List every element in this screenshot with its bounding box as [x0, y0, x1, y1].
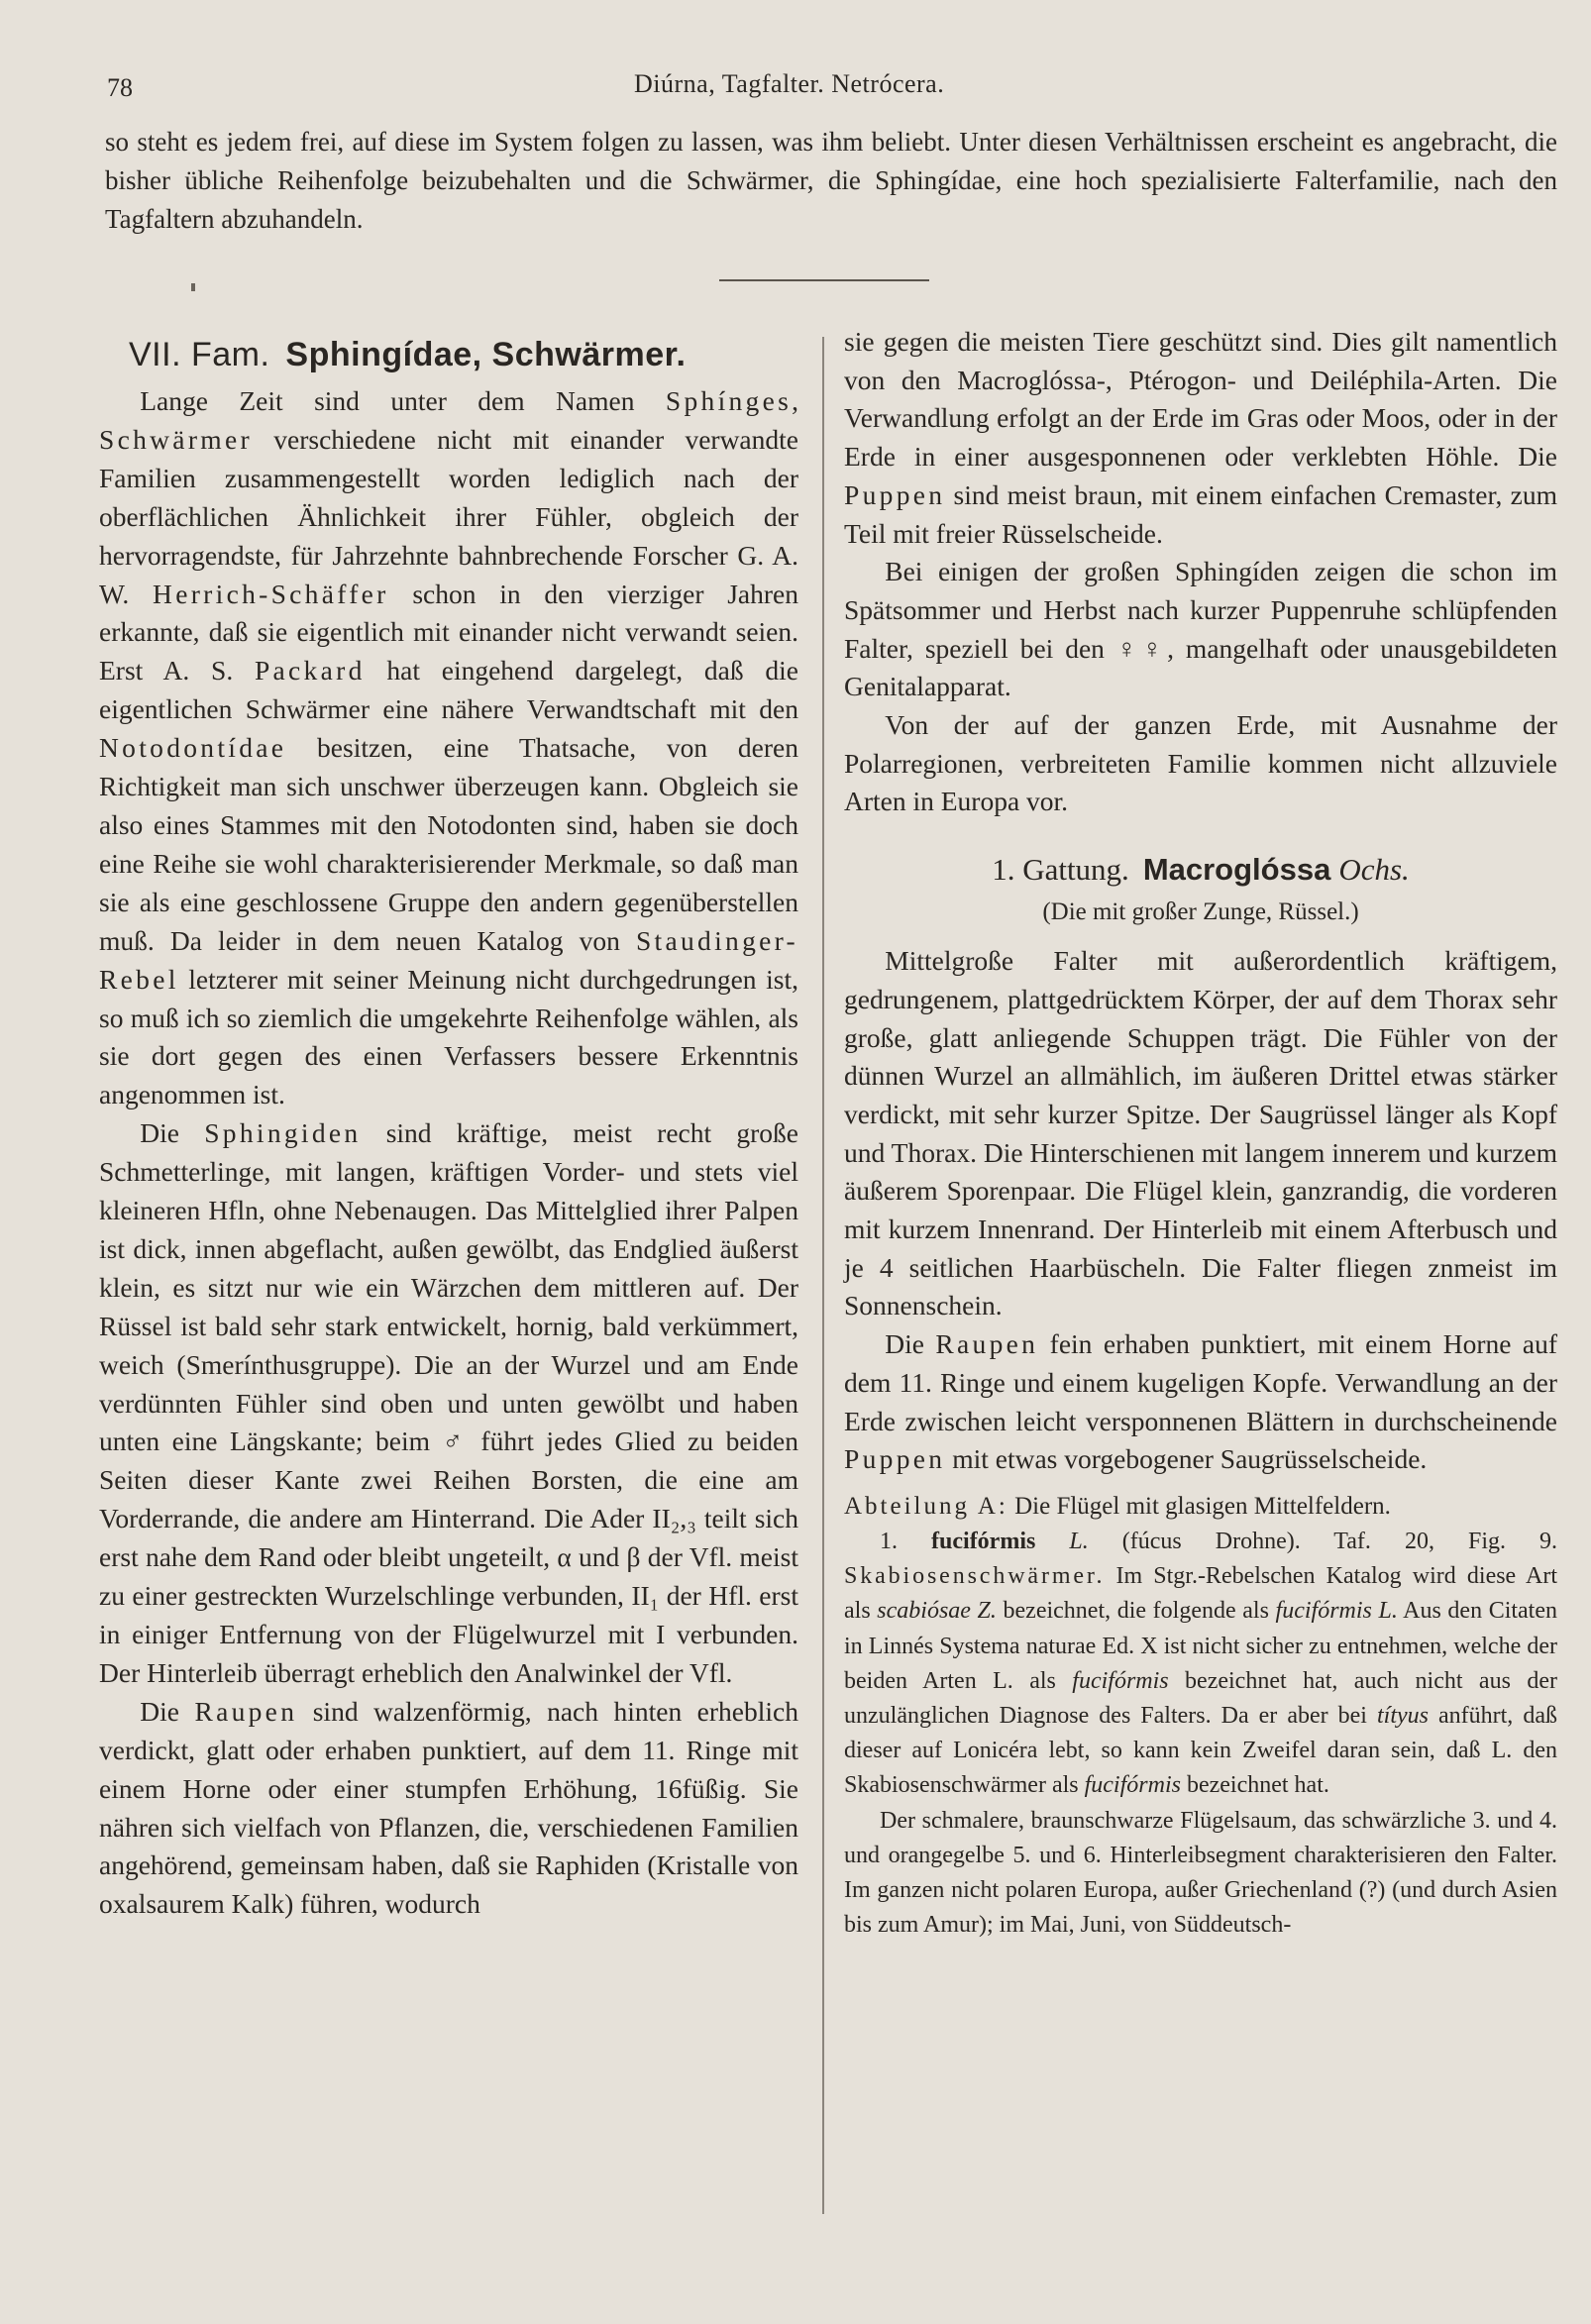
- genus-description-paragraph: Mittelgroße Falter mit außerordentlich kräftigem, gedrungenem, plattgedrücktem Körper, der auf dem Thorax sehr große, glatt anliegende Schuppen trägt. Die Fühler von der dünnen Wurzel an allmählich, im äußeren Drittel etwas stärker verdickt, mit sehr kurzer Spitze. Der Saugrüssel länger als Kopf und Thorax. Die Hinterschienen mit langem innerem und kurzem äußerem Sporenpaar. Die Flügel klein, ganzrandig, die vorderen mit kurzem Innenrand. Der Hinterleib mit einem Afterbusch und je 4 seitlichen Haarbüscheln. Die Falter fliegen znmeist im Sonnenschein.: [844, 945, 1557, 1321]
- running-title: Diúrna, Tagfalter. Netrócera.: [634, 69, 945, 98]
- term-puppen: Puppen: [844, 478, 946, 510]
- species-number: 1.: [880, 1528, 932, 1554]
- taxon-fuciformis: fucifórmis L.: [1275, 1598, 1398, 1625]
- print-mark: [191, 283, 195, 291]
- section-rule: [719, 279, 929, 281]
- raupen-paragraph: [99, 1693, 798, 1924]
- text-run: sie gegen die meisten Tiere geschützt sind. Dies gilt namentlich von den Macroglóssa-, Ptérogon- und Deiléphila-Arten. Die Verwandlung erfolgt an der Erde im Gras oder Moos, oder in der Erde in einer ausgesponnenen oder verklebten Höhle. Die: [844, 326, 1557, 473]
- text-run: sind walzenförmig, nach hinten erheblich verdickt, glatt oder erhaben punktiert, auf dem 11. Ringe mit einem Horne oder einer stumpfen Erhöhung, 16füßig. Sie nähren sich vielfach von Pflanzen, die, verschiedenen Familien angehörend, gemeinsam haben, daß sie Raphiden (Kristalle von oxalsaurem Kalk) führen, wodurch: [99, 1695, 798, 1920]
- genus-name: Macroglóssa: [1142, 852, 1331, 888]
- text-run: schon in den vierziger Jahren erkannte, daß sie eigentlich mit einander nicht verwandt seien. Erst A. S.: [99, 578, 798, 687]
- text-run: fein erhaben punktiert, mit einem Horne auf dem 11. Ringe und einem kugeligen Kopfe. Verwandlung an der Erde zwischen leicht versponnenen Blättern in durchscheinende: [844, 1328, 1557, 1436]
- family-name: Sphingídae, Schwärmer.: [285, 336, 687, 373]
- text-run: bezeichnet hat.: [1180, 1772, 1329, 1799]
- taxon-fuciformis: fucifórmis: [1072, 1667, 1169, 1694]
- term-notodontidae: Notodontídae: [99, 732, 287, 764]
- abteilung-heading: [844, 1489, 1557, 1525]
- genus-raupen-paragraph: [844, 1325, 1557, 1479]
- genus-number: 1. Gattung.: [992, 852, 1129, 888]
- term-raupen: Raupen: [194, 1695, 298, 1727]
- text-run: bezeichnet, die folgende als: [996, 1598, 1276, 1625]
- text-run: bezeichnet hat, auch nicht aus der unzulänglichen Diagnose des Falters. Da er aber bei: [844, 1667, 1557, 1729]
- genus-heading: [844, 849, 1557, 891]
- text-run: sind meist braun, mit einem einfachen Cremaster, zum Teil mit freier Rüsselscheide.: [844, 478, 1557, 549]
- species-author: L.: [1035, 1528, 1089, 1554]
- name-herrich-schaeffer: Herrich-Schäffer: [153, 578, 389, 609]
- genus-author: Ochs.: [1338, 852, 1410, 888]
- family-heading: [129, 333, 798, 376]
- text-run: verschiedene nicht mit einander verwandte Familien zusammengestellt worden lediglich nach der oberflächlichen Ähnlichkeit ihrer Fühler, obgleich der hervorragendste, für Jahrzehnte bahnbrechende Forscher G. A. W.: [99, 423, 798, 609]
- intro-text: so steht es jedem frei, auf diese im System folgen zu lassen, was ihm beliebt. Unter diesen Verhältnissen erscheint es angebracht, die bisher übliche Reihenfolge beizubehalten und die Schwärmer, die Sphingídae, eine hoch spezialisierte Falterfamilie, nach den Tagfaltern abzuhandeln.: [105, 127, 1557, 234]
- continuation-paragraph: [844, 323, 1557, 553]
- family-number: VII. Fam.: [129, 336, 270, 373]
- right-column: [844, 323, 1557, 1943]
- name-staudinger-rebel: Staudinger-Rebel: [99, 924, 798, 995]
- text-run: Die: [140, 1117, 205, 1149]
- text-run: besitzen, eine Thatsache, von deren Richtigkeit man sich unschwer überzeugen kann. Obgleich sie also eines Stammes mit den Notodonten sind, haben sie doch eine Reihe sie wohl charakterisierender Merkmale, so daß man sie als eine geschlossene Gruppe den andern gegenüberstellen muß. Da leider in dem neuen Katalog von: [99, 732, 798, 956]
- taxon-scabiosae: scabiósae Z.: [877, 1598, 997, 1625]
- text-run: (fúcus Drohne). Taf. 20, Fig. 9.: [1088, 1528, 1558, 1554]
- text-run: Die: [140, 1695, 195, 1727]
- species-characters-paragraph: Der schmalere, braunschwarze Flügelsaum, das schwärzliche 3. und 4. und orangegelbe 5. und 6. Hinterleibsegment charakterisieren den Falter. Im ganzen nicht polaren Europa, außer Griechenland (?) (und durch Asien bis zum Amur); im Mai, Juni, von Süddeutsch-: [844, 1807, 1557, 1939]
- distribution-paragraph: Von der auf der ganzen Erde, mit Ausnahme der Polarregionen, verbreiteten Familie kommen nicht allzuviele Arten in Europa vor.: [844, 709, 1557, 817]
- text-run: Die: [885, 1328, 936, 1360]
- species-name: fucifórmis: [931, 1528, 1036, 1554]
- text-run: letzterer mit seiner Meinung nicht durchgedrungen ist, so muß ich so ziemlich die umgekehrte Reihenfolge wählen, als sie dort gegen des einen Verfassers bessere Erkenntnis angenommen ist.: [99, 963, 798, 1110]
- text-run: sind kräftige, meist recht große Schmetterlinge, mit langen, kräftigen Vorder- und stets viel kleineren Hfln, ohne Nebenaugen. Das Mittelglied ihrer Palpen ist dick, innen abgeflacht, außen gewölbt, das Endglied äußerst klein, es sitzt nur wie ein Wärzchen dem mittleren auf. Der Rüssel ist bald sehr stark entwickelt, hornig, bald verkümmert, weich (Smerínthusgruppe). Die an der Wurzel und am Ende verdünnten Fühler sind oben und unten gewölbt und haben unten eine Längskante; beim ♂ führt jedes Glied zu beiden Seiten dieser Kante zwei Reihen Borsten, die eine am Vorderrande, die andere am Hinterrand. Die Ader II₂,₃ teilt sich erst nahe dem Rand oder bleibt ungeteilt, α und β der Vfl. meist zu einer gestreckten Wurzelschlinge verbunden, II₁ der Hfl. erst in einiger Entfernung von der Flügelwurzel mit I verbunden. Der Hinterleib überragt erheblich den Analwinkel der Vfl.: [99, 1117, 798, 1688]
- text-run: Lange Zeit sind unter dem Namen: [140, 385, 666, 416]
- column-divider: [822, 337, 824, 2214]
- taxon-tityus: títyus: [1376, 1703, 1429, 1729]
- term-sphinges: Sphínges: [665, 385, 793, 416]
- family-intro-paragraph: [99, 382, 798, 1114]
- term-raupen: Raupen: [935, 1328, 1039, 1360]
- genital-paragraph: Bei einigen der großen Sphingíden zeigen die schon im Spätsommer und Herbst nach kurzer Puppenruhe schlüpfenden Falter, speziell bei den ♀♀, mangelhaft oder unausgebildeten Genitalapparat.: [844, 556, 1557, 702]
- text-run: Im Stgr.-Rebelschen Katalog wird diese Art als: [844, 1563, 1557, 1625]
- text-run: ,: [792, 385, 798, 416]
- species-entry: [844, 1525, 1557, 1804]
- page-header: [107, 69, 1482, 109]
- text-run: mit etwas vorgebogener Saugrüsselscheide.: [945, 1443, 1428, 1475]
- text-run: hat eingehend dargelegt, daß die eigentlichen Schwärmer eine nähere Verwandtschaft mit den: [99, 655, 798, 725]
- left-column: [99, 323, 798, 1924]
- sphingiden-description-paragraph: [99, 1114, 798, 1693]
- abteilung-text: Die Flügel mit glasigen Mittelfeldern.: [1008, 1492, 1391, 1520]
- name-packard: Packard: [254, 655, 366, 687]
- genus-subtitle: (Die mit großer Zunge, Rüssel.): [1042, 898, 1359, 926]
- taxon-fuciformis: fucifórmis: [1084, 1772, 1181, 1799]
- text-run: anführt, daß dieser auf Lonicéra lebt, so kann kein Zweifel daran sein, daß L. den Skabiosenschwärmer als: [844, 1703, 1557, 1799]
- abteilung-label: Abteilung A:: [844, 1492, 1008, 1520]
- page-number: 78: [107, 73, 133, 102]
- term-sphingiden: Sphingiden: [204, 1117, 362, 1149]
- species-block: [844, 1525, 1557, 1943]
- text-run: Aus den Citaten in Linnés Systema naturae Ed. X ist nicht sicher zu entnehmen, welche der beiden Arten L. als: [844, 1598, 1558, 1694]
- species-common-name: Skabiosenschwärmer.: [844, 1563, 1106, 1590]
- term-schwaermer: Schwärmer: [99, 423, 253, 455]
- term-puppen: Puppen: [844, 1443, 946, 1475]
- intro-paragraph: [105, 123, 1557, 239]
